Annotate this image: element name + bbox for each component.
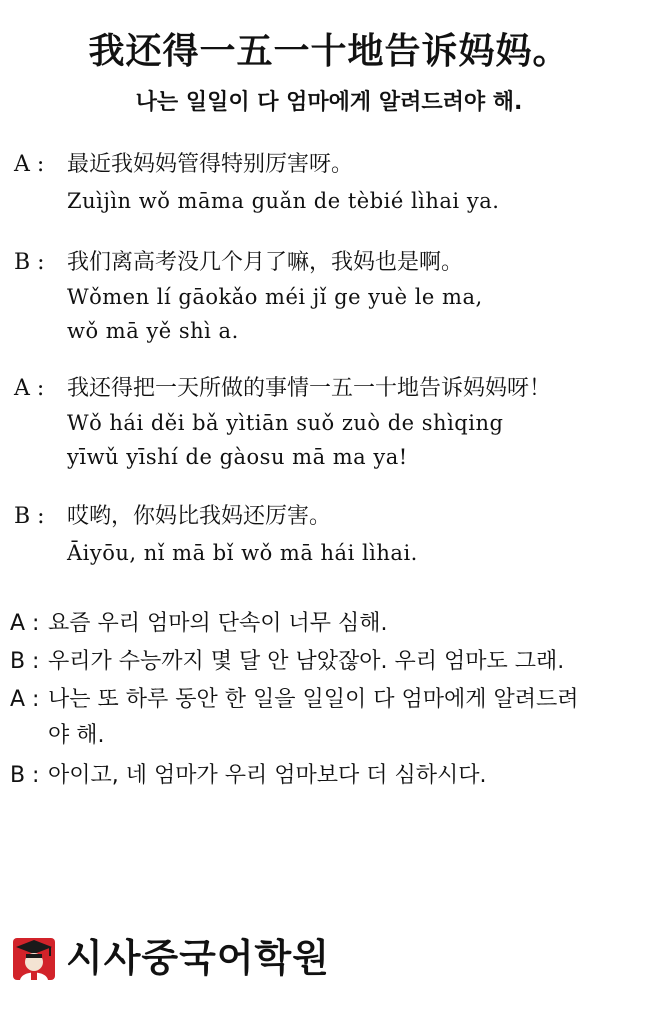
chinese-line: 我们离高考没几个月了嘛，我妈也是啊。 xyxy=(67,250,464,275)
speaker-separator: : xyxy=(32,611,40,636)
academy-logo xyxy=(12,930,352,986)
page-subtitle: 나는 일일이 다 엄마에게 알려드려야 해. xyxy=(135,90,523,115)
pinyin-line: yīwǔ yīshí de gàosu mā ma ya! xyxy=(67,445,408,469)
translation-text: 아이고, 네 엄마가 우리 엄마보다 더 심하시다. xyxy=(48,763,487,788)
speaker-label: A xyxy=(10,687,26,712)
speaker-label: B xyxy=(10,649,26,674)
speaker-separator: : xyxy=(32,763,40,788)
speaker-label: B : xyxy=(14,504,45,529)
speaker-label: B xyxy=(10,763,26,788)
pinyin-line: Zuìjìn wǒ māma guǎn de tèbié lìhai ya. xyxy=(67,189,500,213)
pinyin-line: Āiyōu, nǐ mā bǐ wǒ mā hái lìhai. xyxy=(67,541,418,565)
speaker-label: A : xyxy=(14,376,45,401)
academy-logo-icon xyxy=(12,934,56,982)
page-title: 我还得一五一十地告诉妈妈。 xyxy=(88,30,570,72)
translation-text: 야 해. xyxy=(48,723,105,748)
speaker-separator: : xyxy=(32,687,40,712)
chinese-line: 哎哟，你妈比我妈还厉害。 xyxy=(67,504,332,529)
pinyin-line: wǒ mā yě shì a. xyxy=(67,319,239,343)
chinese-line: 最近我妈妈管得特别厉害呀。 xyxy=(67,152,354,177)
academy-name: 시사중국어학원 xyxy=(66,936,330,980)
speaker-separator: : xyxy=(32,649,40,674)
speaker-label: A xyxy=(10,611,26,636)
pinyin-line: Wǒmen lí gāokǎo méi jǐ ge yuè le ma, xyxy=(67,285,483,309)
speaker-label: A : xyxy=(14,152,45,177)
chinese-line: 我还得把一天所做的事情一五一十地告诉妈妈呀！ xyxy=(67,376,552,401)
translation-text: 나는 또 하루 동안 한 일을 일일이 다 엄마에게 알려드려 xyxy=(48,687,579,712)
speaker-label: B : xyxy=(14,250,45,275)
translation-text: 우리가 수능까지 몇 달 안 남았잖아. 우리 엄마도 그래. xyxy=(48,649,565,674)
pinyin-line: Wǒ hái děi bǎ yìtiān suǒ zuò de shìqing xyxy=(67,411,504,435)
translation-text: 요즘 우리 엄마의 단속이 너무 심해. xyxy=(48,611,388,636)
